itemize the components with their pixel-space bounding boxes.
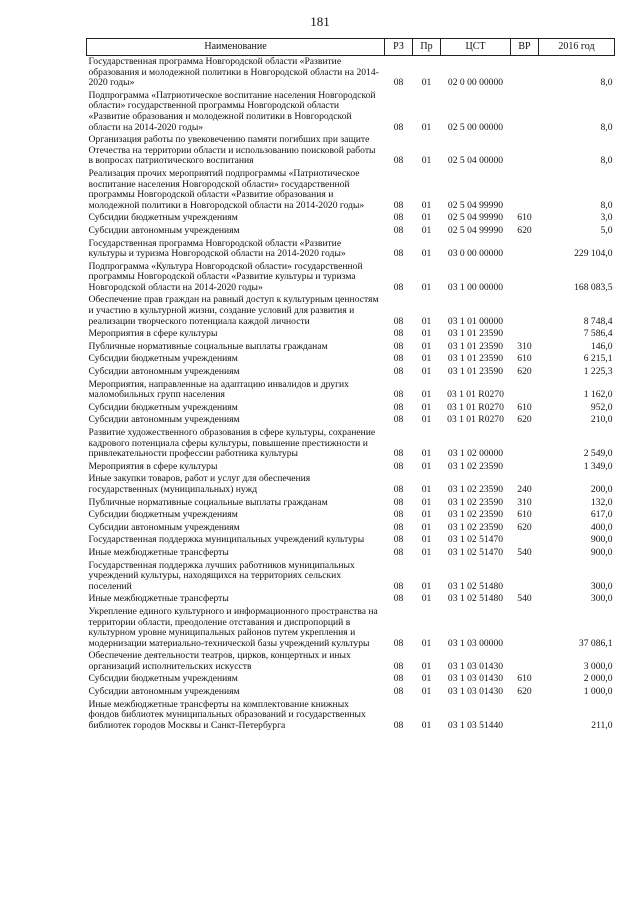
row-rz-cell: 08 <box>393 719 404 731</box>
table-row <box>87 294 615 328</box>
row-cst-cell: 03 1 02 23590 <box>447 496 504 508</box>
row-amount-cell: 2 000,0 <box>583 673 613 685</box>
row-pr-cell: 01 <box>421 580 432 592</box>
row-name-cell: Обеспечение деятельности театров, цирков, концертных и иных организаций исполнительских искусств <box>88 650 351 672</box>
row-name-cell: Мероприятия, направленные на адаптацию инвалидов и других маломобильных групп населения <box>88 378 349 401</box>
table-row <box>87 606 615 650</box>
table-row <box>87 56 615 90</box>
table-row <box>87 379 615 402</box>
table-row <box>87 366 615 379</box>
row-vr-cell <box>511 261 539 295</box>
row-pr-cell: 01 <box>421 366 432 378</box>
row-vr-cell: 610 <box>517 401 532 413</box>
row-amount-cell: 5,0 <box>600 224 613 236</box>
row-amount-cell: 146,0 <box>590 340 613 352</box>
row-rz-cell: 08 <box>393 248 404 260</box>
row-pr-cell: 01 <box>421 281 432 293</box>
row-pr-cell: 01 <box>421 248 432 260</box>
row-vr-cell <box>511 294 539 328</box>
row-cst-cell: 03 1 02 51470 <box>447 546 504 558</box>
row-rz-cell: 08 <box>393 534 404 546</box>
row-rz-cell: 08 <box>393 593 404 605</box>
row-pr-cell: 01 <box>421 509 432 521</box>
row-rz-cell: 08 <box>393 199 404 211</box>
row-pr-cell: 01 <box>421 340 432 352</box>
row-name-cell: Субсидии автономным учреждениям <box>88 224 240 236</box>
row-cst-cell: 03 1 01 23590 <box>447 353 504 365</box>
row-amount-cell: 210,0 <box>590 414 613 426</box>
row-vr-cell <box>511 534 539 547</box>
row-rz-cell: 08 <box>393 366 404 378</box>
page-number: 181 <box>310 14 330 29</box>
row-amount-cell: 1 000,0 <box>583 686 613 698</box>
table-row <box>87 341 615 354</box>
row-amount-cell: 900,0 <box>590 534 613 546</box>
row-name-cell: Субсидии бюджетным учреждениям <box>88 353 238 365</box>
row-pr-cell: 01 <box>421 414 432 426</box>
row-rz-cell: 08 <box>393 414 404 426</box>
row-name-cell: Мероприятия в сфере культуры <box>88 328 218 340</box>
row-cst-cell: 03 1 01 R0270 <box>447 401 504 413</box>
row-cst-cell: 03 1 03 51440 <box>447 719 504 731</box>
row-rz-cell: 08 <box>393 496 404 508</box>
row-vr-cell: 310 <box>517 340 532 352</box>
row-vr-cell <box>511 606 539 650</box>
row-cst-cell: 02 5 04 99990 <box>447 224 504 236</box>
row-name-cell: Иные межбюджетные трансферты <box>88 546 229 558</box>
row-amount-cell: 400,0 <box>590 521 613 533</box>
row-cst-cell: 03 1 01 R0270 <box>447 389 504 401</box>
row-vr-cell: 620 <box>517 224 532 236</box>
row-pr-cell: 01 <box>421 534 432 546</box>
row-cst-cell: 03 1 01 00000 <box>447 315 504 327</box>
row-vr-cell: 620 <box>517 521 532 533</box>
row-rz-cell: 08 <box>393 389 404 401</box>
table-row <box>87 168 615 212</box>
table-row <box>87 328 615 341</box>
table-row <box>87 225 615 238</box>
row-rz-cell: 08 <box>393 340 404 352</box>
row-amount-cell: 8,0 <box>600 77 613 89</box>
row-vr-cell: 240 <box>517 483 532 495</box>
row-name-cell: Публичные нормативные социальные выплаты гражданам <box>88 496 328 508</box>
row-cst-cell: 03 1 02 23590 <box>447 509 504 521</box>
row-pr-cell: 01 <box>421 593 432 605</box>
row-amount-cell: 1 162,0 <box>583 389 613 401</box>
row-amount-cell: 37 086,1 <box>578 637 613 649</box>
row-rz-cell: 08 <box>393 315 404 327</box>
table-row <box>87 593 615 606</box>
row-rz-cell: 08 <box>393 580 404 592</box>
header-pr: Пр <box>413 39 441 56</box>
row-cst-cell: 03 1 03 00000 <box>447 637 504 649</box>
row-vr-cell <box>511 56 539 90</box>
row-pr-cell: 01 <box>421 673 432 685</box>
row-cst-cell: 03 0 00 00000 <box>447 248 504 260</box>
row-vr-cell <box>511 427 539 461</box>
budget-table <box>86 38 615 732</box>
row-cst-cell: 03 1 02 23590 <box>447 483 504 495</box>
row-cst-cell: 03 1 02 23590 <box>447 460 504 472</box>
row-cst-cell: 03 1 02 51470 <box>447 534 504 546</box>
row-rz-cell: 08 <box>393 546 404 558</box>
row-amount-cell: 7 586,4 <box>583 328 613 340</box>
row-name-cell: Государственная программа Новгородской области «Развитие образования и молодежной политики в Новгородской области на 2014-2020 годы» <box>88 56 379 89</box>
row-amount-cell: 168 083,5 <box>574 281 613 293</box>
row-vr-cell: 540 <box>517 546 532 558</box>
row-rz-cell: 08 <box>393 353 404 365</box>
table-row <box>87 238 615 261</box>
table-row <box>87 261 615 295</box>
row-amount-cell: 8 748,4 <box>583 315 613 327</box>
table-row <box>87 497 615 510</box>
row-cst-cell: 03 1 01 23590 <box>447 328 504 340</box>
row-vr-cell: 610 <box>517 212 532 224</box>
row-name-cell: Подпрограмма «Патриотическое воспитание населения Новгородской области» государственной программы Новгородской области «Развитие образования и молодежной политики в Новгородской области на 2014-2020 годы» <box>88 89 376 133</box>
table-row <box>87 673 615 686</box>
row-vr-cell <box>511 699 539 733</box>
row-amount-cell: 8,0 <box>600 121 613 133</box>
row-amount-cell: 200,0 <box>590 483 613 495</box>
row-pr-cell: 01 <box>421 401 432 413</box>
row-pr-cell: 01 <box>421 637 432 649</box>
table-row <box>87 212 615 225</box>
row-name-cell: Государственная поддержка муниципальных учреждений культуры <box>88 534 365 546</box>
table-header-row <box>87 39 615 56</box>
row-cst-cell: 02 0 00 00000 <box>447 77 504 89</box>
row-vr-cell <box>511 238 539 261</box>
table-row <box>87 686 615 699</box>
row-rz-cell: 08 <box>393 509 404 521</box>
row-vr-cell: 620 <box>517 686 532 698</box>
row-rz-cell: 08 <box>393 401 404 413</box>
row-name-cell: Государственная поддержка лучших работников муниципальных учреждений культуры, находящихся на территориях сельских поселений <box>88 559 355 592</box>
row-vr-cell <box>511 379 539 402</box>
row-rz-cell: 08 <box>393 660 404 672</box>
table-row <box>87 560 615 594</box>
row-pr-cell: 01 <box>421 521 432 533</box>
row-name-cell: Организация работы по увековечению памяти погибших при защите Отечества на территории области и использованию поисковой работы в вопросах патриотического воспитания <box>88 134 376 167</box>
row-pr-cell: 01 <box>421 121 432 133</box>
row-cst-cell: 03 1 00 00000 <box>447 281 504 293</box>
row-amount-cell: 8,0 <box>600 199 613 211</box>
row-amount-cell: 211,0 <box>591 719 613 731</box>
row-amount-cell: 2 549,0 <box>583 448 613 460</box>
table-row <box>87 473 615 496</box>
table-row <box>87 534 615 547</box>
table-row <box>87 353 615 366</box>
row-cst-cell: 03 1 02 00000 <box>447 448 504 460</box>
row-rz-cell: 08 <box>393 77 404 89</box>
table-row <box>87 427 615 461</box>
row-name-cell: Иные закупки товаров, работ и услуг для обеспечения государственных (муниципальных) нужд <box>88 473 311 495</box>
row-amount-cell: 132,0 <box>590 496 613 508</box>
row-amount-cell: 900,0 <box>590 546 613 558</box>
header-vr: ВР <box>511 39 539 56</box>
row-name-cell: Укрепление единого культурного и информационного пространства на территории области, преодоление отставания и диспропорций в культурном уровне муниципальных районов путем укрепления и модернизации материально-технической базы учреждений культуры <box>88 605 378 649</box>
row-amount-cell: 8,0 <box>600 155 613 167</box>
row-rz-cell: 08 <box>393 673 404 685</box>
row-vr-cell: 610 <box>517 509 532 521</box>
row-vr-cell <box>511 560 539 594</box>
row-pr-cell: 01 <box>421 199 432 211</box>
row-cst-cell: 03 1 03 01430 <box>447 686 504 698</box>
table-row <box>87 134 615 168</box>
row-pr-cell: 01 <box>421 448 432 460</box>
row-name-cell: Субсидии бюджетным учреждениям <box>88 401 238 413</box>
row-name-cell: Государственная программа Новгородской области «Развитие культуры и туризма Новгородской области на 2014-2020 годы» <box>88 237 346 260</box>
row-vr-cell <box>511 134 539 168</box>
row-rz-cell: 08 <box>393 328 404 340</box>
table-row <box>87 547 615 560</box>
row-name-cell: Развитие художественного образования в сфере культуры, сохранение кадрового потенциала сферы культуры, повышение престижности и привлекательности профессии работника культуры <box>88 427 376 460</box>
row-rz-cell: 08 <box>393 155 404 167</box>
row-cst-cell: 03 1 01 23590 <box>447 340 504 352</box>
row-vr-cell <box>511 328 539 341</box>
header-name: Наименование <box>87 39 385 56</box>
row-vr-cell: 610 <box>517 353 532 365</box>
row-name-cell: Иные межбюджетные трансферты <box>88 593 229 605</box>
row-amount-cell: 1 225,3 <box>583 366 613 378</box>
row-cst-cell: 02 5 04 00000 <box>447 155 504 167</box>
header-year: 2016 год <box>539 39 615 56</box>
row-vr-cell: 610 <box>517 673 532 685</box>
row-rz-cell: 08 <box>393 521 404 533</box>
row-pr-cell: 01 <box>421 315 432 327</box>
row-vr-cell: 620 <box>517 414 532 426</box>
row-name-cell: Субсидии автономным учреждениям <box>88 366 240 378</box>
row-name-cell: Субсидии бюджетным учреждениям <box>88 212 238 224</box>
header-cst: ЦСТ <box>441 39 511 56</box>
row-cst-cell: 03 1 03 01430 <box>447 673 504 685</box>
table-row <box>87 461 615 474</box>
row-cst-cell: 03 1 01 23590 <box>447 366 504 378</box>
row-pr-cell: 01 <box>421 460 432 472</box>
table-row <box>87 414 615 427</box>
row-cst-cell: 03 1 01 R0270 <box>447 414 504 426</box>
row-vr-cell <box>511 650 539 673</box>
row-name-cell: Обеспечение прав граждан на равный доступ к культурным ценностям и участию в культурной жизни, создание условий для развития и реализации творческого потенциала каждой личности <box>88 294 379 327</box>
table-row <box>87 402 615 415</box>
table-row <box>87 650 615 673</box>
row-vr-cell <box>511 168 539 212</box>
row-amount-cell: 300,0 <box>590 580 613 592</box>
row-rz-cell: 08 <box>393 121 404 133</box>
row-pr-cell: 01 <box>421 212 432 224</box>
row-amount-cell: 1 349,0 <box>583 460 613 472</box>
row-pr-cell: 01 <box>421 155 432 167</box>
row-vr-cell: 620 <box>517 366 532 378</box>
row-vr-cell: 540 <box>517 593 532 605</box>
row-rz-cell: 08 <box>393 686 404 698</box>
row-name-cell: Субсидии бюджетным учреждениям <box>88 509 238 521</box>
row-rz-cell: 08 <box>393 224 404 236</box>
table-row <box>87 90 615 134</box>
row-vr-cell <box>511 90 539 134</box>
row-vr-cell <box>511 461 539 474</box>
row-pr-cell: 01 <box>421 483 432 495</box>
row-name-cell: Субсидии автономным учреждениям <box>88 686 240 698</box>
row-pr-cell: 01 <box>421 224 432 236</box>
table-row <box>87 509 615 522</box>
row-cst-cell: 02 5 00 00000 <box>447 121 504 133</box>
row-pr-cell: 01 <box>421 546 432 558</box>
row-pr-cell: 01 <box>421 719 432 731</box>
header-rz: РЗ <box>385 39 413 56</box>
row-amount-cell: 617,0 <box>590 509 613 521</box>
row-amount-cell: 300,0 <box>590 593 613 605</box>
row-name-cell: Субсидии автономным учреждениям <box>88 521 240 533</box>
row-name-cell: Субсидии автономным учреждениям <box>88 414 240 426</box>
row-pr-cell: 01 <box>421 389 432 401</box>
row-pr-cell: 01 <box>421 328 432 340</box>
row-amount-cell: 6 215,1 <box>583 353 613 365</box>
row-name-cell: Субсидии бюджетным учреждениям <box>88 673 238 685</box>
row-amount-cell: 3 000,0 <box>583 660 613 672</box>
row-cst-cell: 03 1 02 51480 <box>447 593 504 605</box>
table-row <box>87 699 615 733</box>
row-pr-cell: 01 <box>421 686 432 698</box>
table-row <box>87 522 615 535</box>
row-name-cell: Подпрограмма «Культура Новгородской области» государственной программы Новгородской области «Развитие культуры и туризма Новгородской области на 2014-2020 годы» <box>88 260 363 293</box>
row-name-cell: Мероприятия в сфере культуры <box>88 460 218 472</box>
row-rz-cell: 08 <box>393 448 404 460</box>
row-rz-cell: 08 <box>393 460 404 472</box>
row-pr-cell: 01 <box>421 77 432 89</box>
row-cst-cell: 03 1 03 01430 <box>447 660 504 672</box>
row-pr-cell: 01 <box>421 660 432 672</box>
row-amount-cell: 229 104,0 <box>574 248 613 260</box>
row-rz-cell: 08 <box>393 637 404 649</box>
row-cst-cell: 02 5 04 99990 <box>447 199 504 211</box>
row-name-cell: Публичные нормативные социальные выплаты гражданам <box>88 340 328 352</box>
row-rz-cell: 08 <box>393 281 404 293</box>
row-rz-cell: 08 <box>393 212 404 224</box>
row-vr-cell: 310 <box>517 496 532 508</box>
row-rz-cell: 08 <box>393 483 404 495</box>
row-name-cell: Реализация прочих мероприятий подпрограммы «Патриотическое воспитание населения Новгородской области» государственной программы Новгородской области «Развитие образования и молодежной политики в Новгородской области на 2014-2020 годы» <box>88 167 365 211</box>
row-cst-cell: 03 1 02 51480 <box>447 580 504 592</box>
row-name-cell: Иные межбюджетные трансферты на комплектование книжных фондов библиотек муниципальных образований и государственных библиотек городов Москвы и Санкт-Петербурга <box>88 698 366 731</box>
row-cst-cell: 03 1 02 23590 <box>447 521 504 533</box>
row-pr-cell: 01 <box>421 496 432 508</box>
row-amount-cell: 952,0 <box>590 401 613 413</box>
row-pr-cell: 01 <box>421 353 432 365</box>
row-cst-cell: 02 5 04 99990 <box>447 212 504 224</box>
row-amount-cell: 3,0 <box>600 212 613 224</box>
